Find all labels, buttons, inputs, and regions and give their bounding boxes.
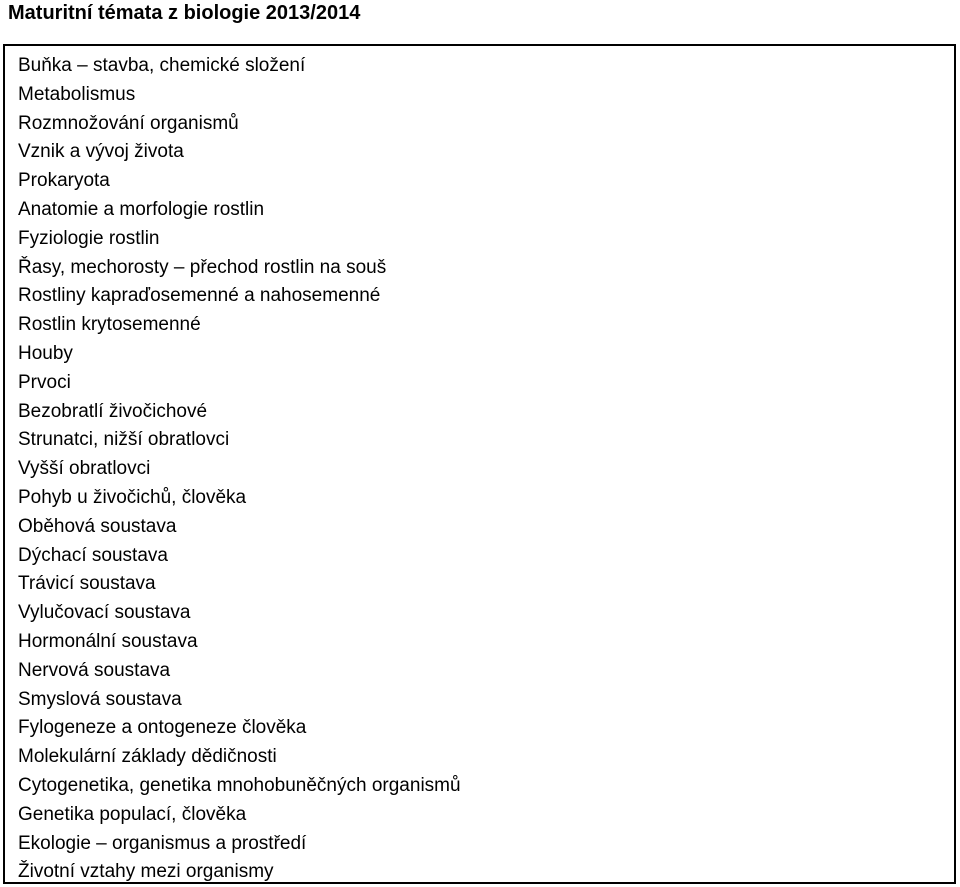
topic-item: Metabolismus bbox=[18, 83, 136, 105]
topic-item: Trávicí soustava bbox=[18, 573, 156, 595]
topic-table bbox=[3, 44, 956, 884]
topic-item: Prvoci bbox=[18, 371, 71, 393]
topic-item: Vyšší obratlovci bbox=[18, 458, 151, 480]
topic-item: Rozmnožování organismů bbox=[18, 112, 239, 134]
topic-item: Vylučovací soustava bbox=[18, 602, 191, 624]
topic-item: Rostlin krytosemenné bbox=[18, 314, 201, 336]
topic-item: Pohyb u živočichů, člověka bbox=[18, 486, 247, 508]
topic-item: Řasy, mechorosty – přechod rostlin na souš bbox=[18, 256, 387, 278]
topic-item: Hormonální soustava bbox=[18, 630, 198, 652]
topic-item: Dýchací soustava bbox=[18, 544, 168, 566]
topic-item: Houby bbox=[18, 342, 73, 364]
topic-item: Fylogeneze a ontogeneze člověka bbox=[18, 717, 307, 739]
topic-item: Oběhová soustava bbox=[18, 515, 177, 537]
topic-item: Ekologie – organismus a prostředí bbox=[18, 832, 307, 854]
topic-item: Životní vztahy mezi organismy bbox=[18, 861, 274, 883]
topic-item: Genetika populací, člověka bbox=[18, 803, 247, 825]
topic-item: Molekulární základy dědičnosti bbox=[18, 746, 277, 768]
topic-item: Fyziologie rostlin bbox=[18, 227, 160, 249]
topic-item: Vznik a vývoj života bbox=[18, 141, 184, 163]
topic-item: Smyslová soustava bbox=[18, 688, 182, 710]
topic-item: Cytogenetika, genetika mnohobuněčných organismů bbox=[18, 774, 461, 796]
topic-item: Bezobratlí živočichové bbox=[18, 400, 208, 422]
topic-item: Nervová soustava bbox=[18, 659, 171, 681]
topic-item: Prokaryota bbox=[18, 170, 110, 192]
topic-item: Anatomie a morfologie rostlin bbox=[18, 198, 265, 220]
document-title: Maturitní témata z biologie 2013/2014 bbox=[8, 2, 361, 24]
topic-item: Rostliny kapraďosemenné a nahosemenné bbox=[18, 285, 381, 307]
topic-item: Buňka – stavba, chemické složení bbox=[18, 55, 306, 76]
topic-list bbox=[18, 52, 461, 887]
topic-item: Strunatci, nižší obratlovci bbox=[18, 429, 230, 451]
